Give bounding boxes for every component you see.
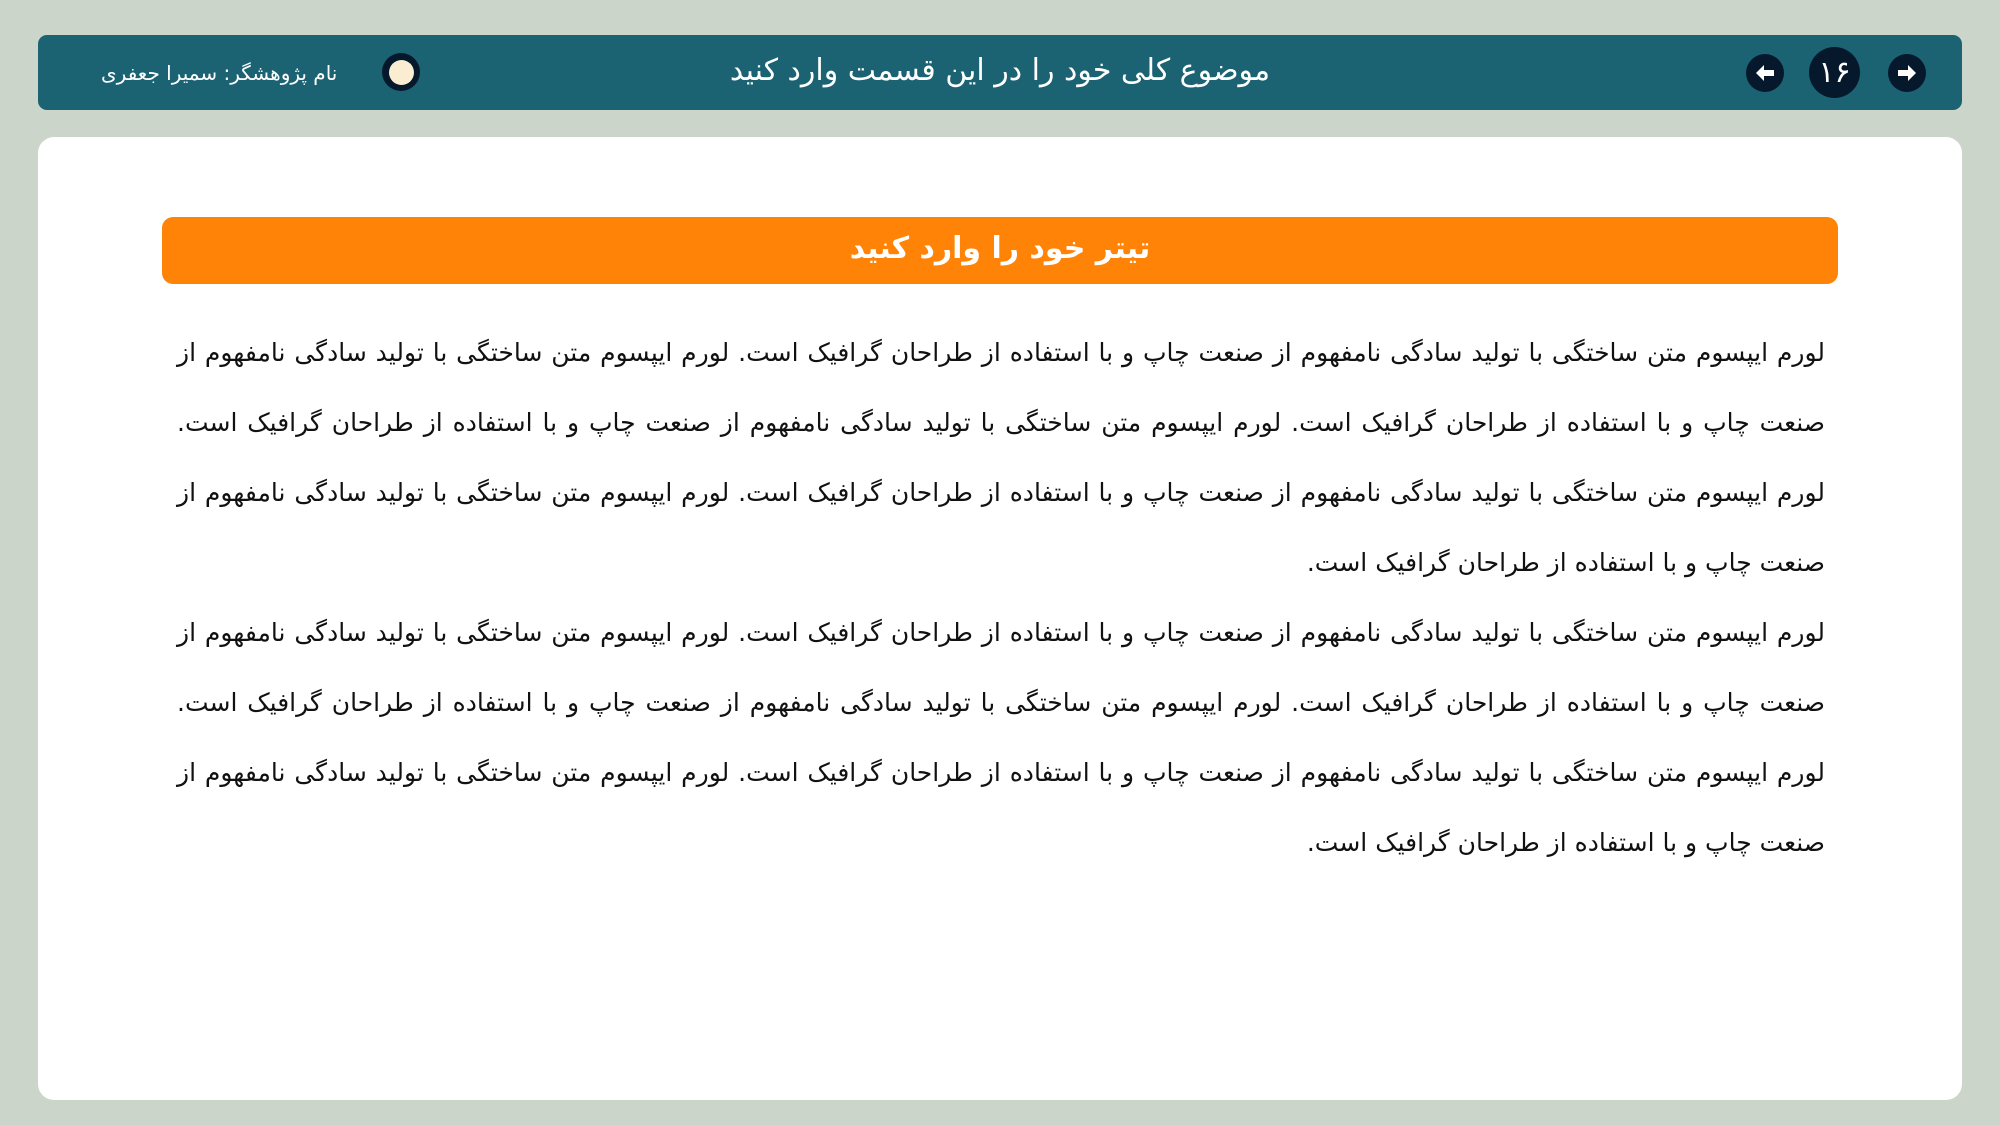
researcher-dot-inner: [389, 60, 414, 85]
header-bar: [38, 35, 1962, 110]
next-button[interactable]: [1888, 54, 1926, 92]
researcher-dot-icon: [382, 53, 420, 91]
prev-nav: [1745, 35, 1785, 110]
arrow-right-icon: [1895, 61, 1919, 85]
section-title: تیتر خود را وارد کنید: [162, 217, 1838, 284]
body-text: [177, 318, 1825, 878]
arrow-left-icon: [1753, 61, 1777, 85]
prev-button[interactable]: [1746, 54, 1784, 92]
page-number: ۱۶: [1809, 47, 1860, 98]
researcher-info: [101, 35, 337, 110]
topic-title: موضوع کلی خود را در این قسمت وارد کنید: [729, 53, 1271, 88]
paragraph-2: لورم ایپسوم متن ساختگی با تولید سادگی نامفهوم از صنعت چاپ و با استفاده از طراحان گرافیک است. لورم ایپسوم متن ساختگی با تولید سادگی نامفهوم از صنعت چاپ و با استفاده از طراحان گرافیک است. لورم ایپسوم متن ساختگی با تولید سادگی نامفهوم از صنعت چاپ و با استفاده از طراحان گرافیک است. لورم ایپسوم متن ساختگی با تولید سادگی نامفهوم از صنعت چاپ و با استفاده از طراحان گرافیک است. لورم ایپسوم متن ساختگی با تولید سادگی نامفهوم از صنعت چاپ و با استفاده از طراحان گرافیک است.: [177, 618, 1825, 857]
next-nav: [1887, 35, 1927, 110]
paragraph-1: لورم ایپسوم متن ساختگی با تولید سادگی نامفهوم از صنعت چاپ و با استفاده از طراحان گرافیک است. لورم ایپسوم متن ساختگی با تولید سادگی نامفهوم از صنعت چاپ و با استفاده از طراحان گرافیک است. لورم ایپسوم متن ساختگی با تولید سادگی نامفهوم از صنعت چاپ و با استفاده از طراحان گرافیک است. لورم ایپسوم متن ساختگی با تولید سادگی نامفهوم از صنعت چاپ و با استفاده از طراحان گرافیک است. لورم ایپسوم متن ساختگی با تولید سادگی نامفهوم از صنعت چاپ و با استفاده از طراحان گرافیک است.: [177, 338, 1825, 577]
researcher-label: نام پژوهشگر: سمیرا جعفری: [101, 60, 338, 85]
page-indicator: [1809, 35, 1860, 110]
content-card: [38, 137, 1962, 1100]
